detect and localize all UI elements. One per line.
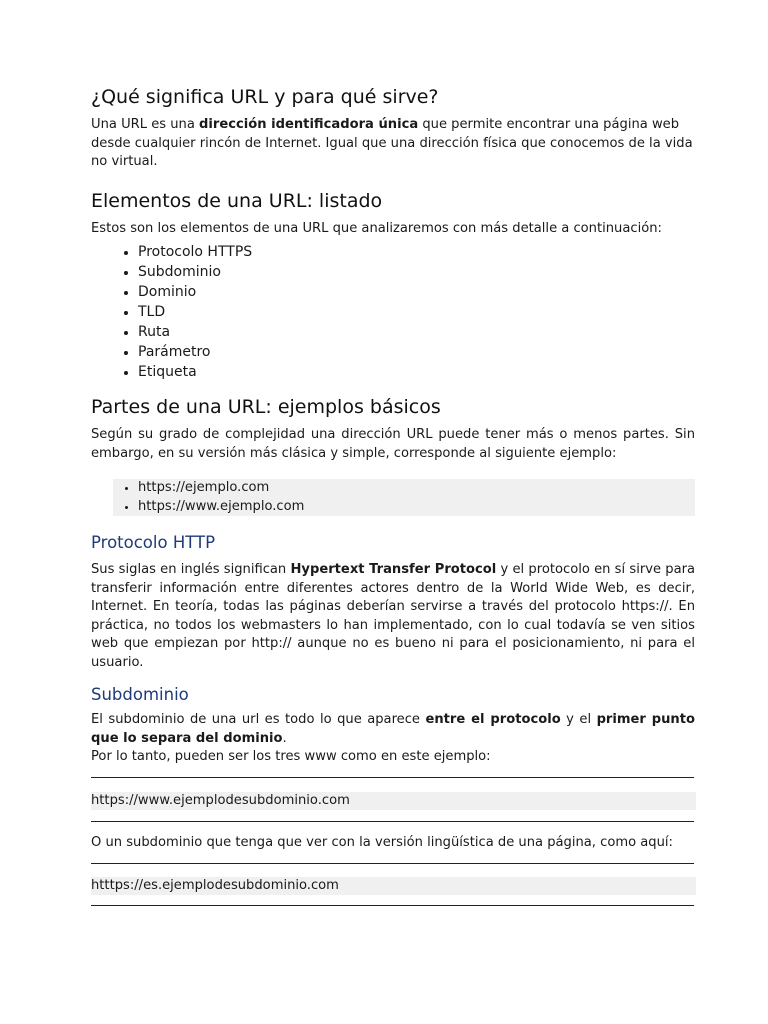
- text-run: .: [282, 730, 287, 746]
- url-examples-list: [113, 479, 695, 516]
- text-run: y el: [560, 712, 597, 727]
- list-item: • Subdominio: [138, 262, 695, 282]
- divider: [91, 821, 694, 822]
- paragraph-parts-intro: Según su grado de complejidad una dirección URL puede tener más o menos partes. Sin embargo, en su versión más clásica y simple, corresponde al siguiente ejemplo:: [91, 427, 695, 461]
- bold-text: Hypertext Transfer Protocol: [290, 562, 497, 577]
- subdomain-example-language: htttps://es.ejemplodesubdominio.com: [91, 877, 696, 895]
- list-item: • TLD: [138, 302, 695, 322]
- paragraph-url-definition: [91, 116, 695, 172]
- url-elements-list: [91, 242, 695, 382]
- list-item: • https://ejemplo.com: [138, 479, 695, 498]
- divider: [91, 905, 694, 906]
- text-run: El subdominio de una url es todo lo que aparece: [91, 712, 426, 727]
- paragraph-elements-intro: Estos son los elementos de una URL que analizaremos con más detalle a continuación:: [91, 220, 662, 236]
- heading-url-elements: Elementos de una URL: listado: [91, 189, 383, 212]
- heading-subdomain: Subdominio: [91, 685, 189, 704]
- paragraph-subdomain: [91, 711, 695, 748]
- text-run: que permite encontrar una página web desde cualquier rincón de Internet. Igual que una dirección física que conocemos de la vida no virtual.: [91, 117, 693, 169]
- divider: [91, 863, 694, 864]
- paragraph-subdomain-language: O un subdominio que tenga que ver con la versión lingüística de una página, como aquí:: [91, 834, 673, 850]
- list-item: • Ruta: [138, 322, 695, 342]
- list-item: • Parámetro: [138, 342, 695, 362]
- url-examples-box: [113, 479, 695, 516]
- list-item: • Dominio: [138, 282, 695, 302]
- text-run: Una URL es una: [91, 117, 200, 132]
- text-run: Sus siglas en inglés significan: [91, 562, 291, 577]
- list-item: • Etiqueta: [138, 362, 695, 382]
- heading-protocol-http: Protocolo HTTP: [91, 533, 216, 552]
- divider: [91, 777, 694, 778]
- paragraph-subdomain-www: Por lo tanto, pueden ser los tres www como en este ejemplo:: [91, 749, 491, 764]
- text-run: y el protocolo en sí sirve para transferir información entre diferentes actores dentro de la World Wide Web, es decir, Internet. En teoría, todas las páginas deberían servirse a través del protocolo https://. En práctica, no todos los webmasters lo han implementado, con lo cual todavía se ven sitios web que empiezan por http:// aunque no es bueno ni para el posicionamiento, ni para el usuario.: [91, 562, 696, 670]
- subdomain-example-www: https://www.ejemplodesubdominio.com: [91, 792, 696, 810]
- paragraph-protocol: [91, 561, 695, 672]
- bold-text: dirección identificadora única: [199, 117, 419, 132]
- heading-what-is-url: ¿Qué significa URL y para qué sirve?: [91, 86, 439, 108]
- heading-url-parts: Partes de una URL: ejemplos básicos: [91, 396, 441, 418]
- document-content: [91, 84, 695, 906]
- bold-text: entre el protocolo: [425, 712, 561, 727]
- list-item: • https://www.ejemplo.com: [138, 498, 695, 517]
- list-item: • Protocolo HTTPS: [138, 242, 695, 262]
- bold-text: primer punto que lo separa del dominio: [91, 712, 696, 746]
